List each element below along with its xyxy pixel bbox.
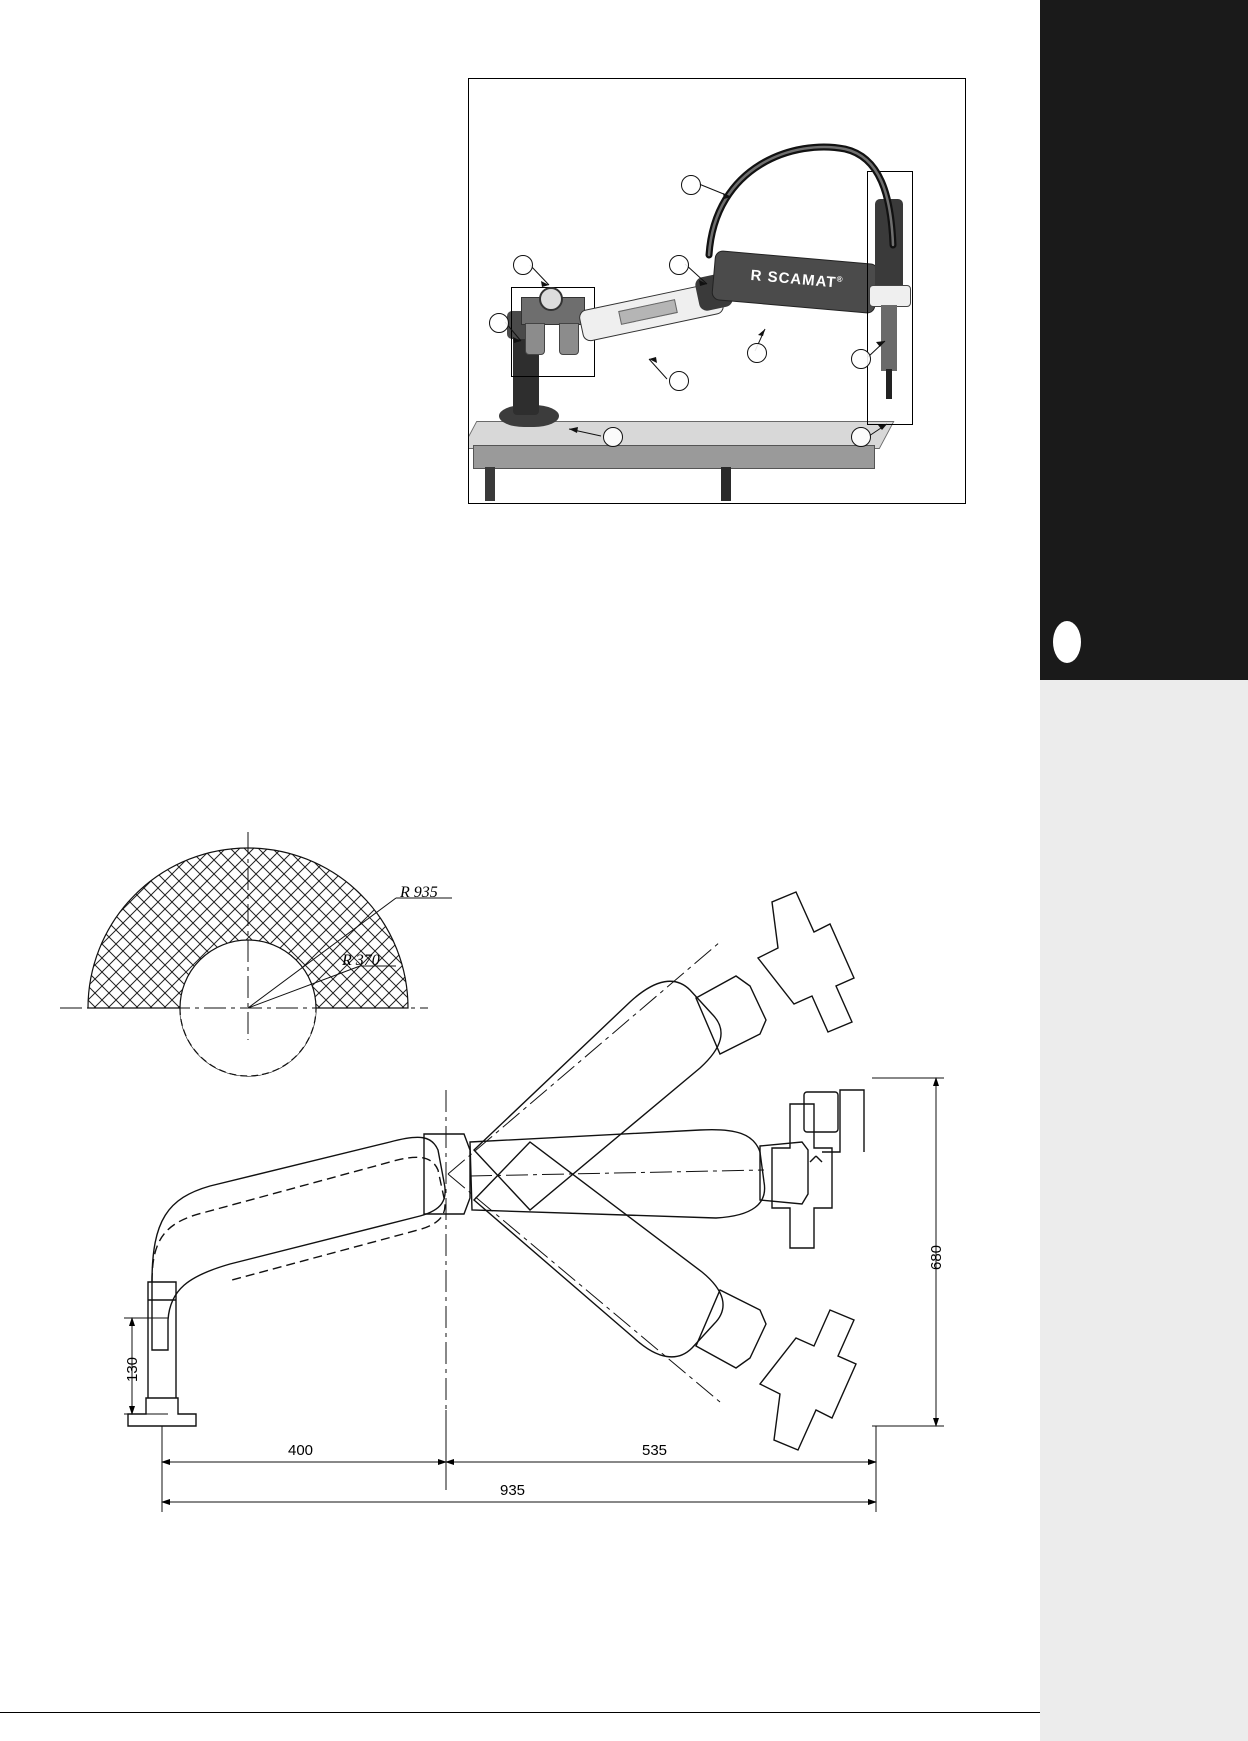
brand-logo-text: R SCAMAT	[749, 266, 838, 292]
dimension-height-680: 680	[928, 1244, 945, 1270]
dimension-lines	[124, 1078, 944, 1512]
callout-motor-collar	[851, 349, 871, 369]
callout-arm-body	[747, 343, 767, 363]
dimensional-drawing	[60, 790, 1000, 1530]
callout-upper-arm-joint	[669, 255, 689, 275]
brand-logo-superscript: ®	[836, 274, 845, 285]
drawing-svg	[60, 790, 1000, 1530]
page-marker-dot	[1053, 621, 1081, 663]
radius-outer-label: R 935	[400, 884, 438, 901]
footer-divider	[0, 1712, 1040, 1713]
dimension-length-400: 400	[288, 1442, 314, 1459]
dimension-length-935: 935	[500, 1482, 526, 1499]
tapping-head-down	[696, 1290, 856, 1450]
dimension-height-130: 130	[124, 1356, 141, 1382]
callout-frl-unit	[513, 255, 533, 275]
sidebar-grey-band	[1040, 680, 1248, 1741]
callout-base	[603, 427, 623, 447]
radius-inner-label: R 370	[342, 952, 380, 969]
tapping-head-middle	[760, 1090, 864, 1248]
callout-tapping-head	[851, 427, 871, 447]
callout-column-joint	[489, 313, 509, 333]
product-photo-panel	[468, 78, 966, 504]
sidebar-black-band	[1040, 0, 1248, 680]
product-photo	[469, 79, 965, 503]
callout-lower-arm	[669, 371, 689, 391]
callout-leader-lines	[469, 79, 965, 503]
dimension-length-535: 535	[642, 1442, 668, 1459]
callout-hose	[681, 175, 701, 195]
tapping-head-up	[696, 892, 854, 1054]
plan-view-working-range	[60, 832, 452, 1076]
